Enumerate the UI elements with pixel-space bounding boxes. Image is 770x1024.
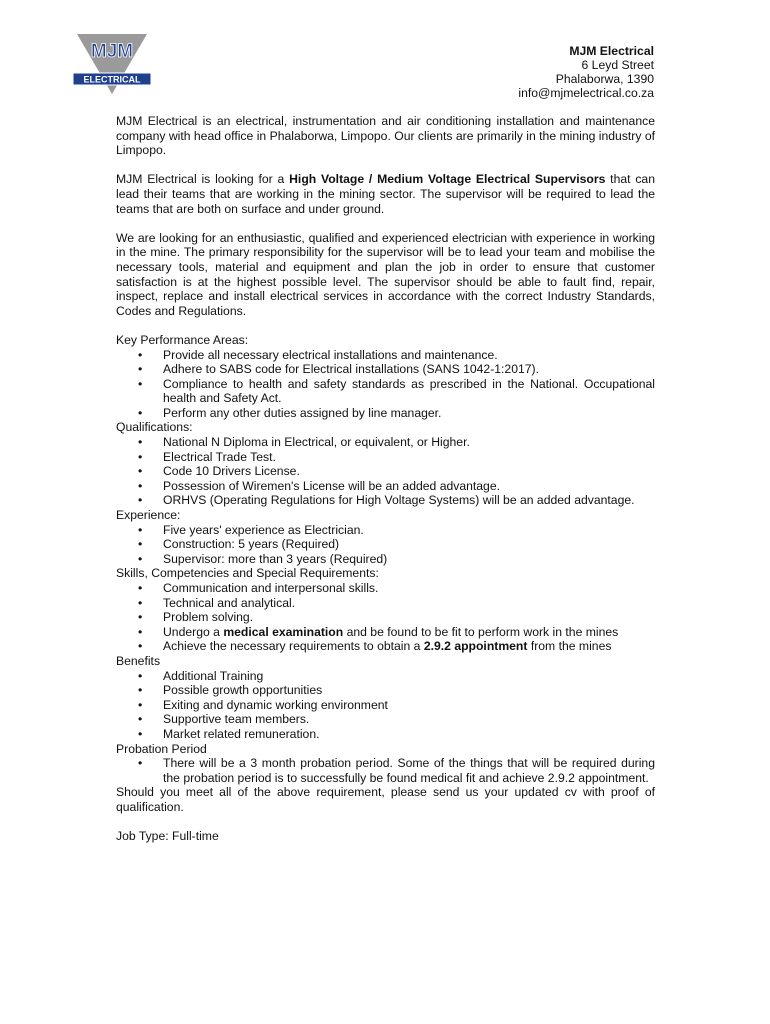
list-item: • Provide all necessary electrical installations and maintenance. xyxy=(163,348,655,363)
medical-examination-text: medical examination xyxy=(223,624,344,639)
list-item: • Compliance to health and safety standards as prescribed in the National. Occupational health and Safety Act. xyxy=(163,377,655,406)
document-body xyxy=(116,114,655,844)
job-type: Job Type: Full-time xyxy=(116,829,219,844)
experience-heading: Experience: xyxy=(116,508,181,523)
qualifications-list xyxy=(116,435,655,508)
list-item: • Adhere to SABS code for Electrical installations (SANS 1042-1:2017). xyxy=(163,362,655,377)
list-item: • National N Diploma in Electrical, or equivalent, or Higher. xyxy=(163,435,655,450)
list-item: • Code 10 Drivers License. xyxy=(163,464,655,479)
list-item: • ORHVS (Operating Regulations for High Voltage Systems) will be an added advantage. xyxy=(163,493,655,508)
appointment-text-before: Achieve the necessary requirements to obtain a xyxy=(163,639,424,654)
probation-heading: Probation Period xyxy=(116,741,207,756)
logo-text-bottom: ELECTRICAL xyxy=(83,74,141,85)
list-item: • Technical and analytical. xyxy=(163,596,655,611)
benefits-list xyxy=(116,669,655,742)
skills-list xyxy=(116,581,655,654)
list-item: • Electrical Trade Test. xyxy=(163,450,655,465)
company-address-block xyxy=(518,44,654,100)
benefits-heading: Benefits xyxy=(116,653,161,668)
list-item: • Additional Training xyxy=(163,669,655,684)
kpa-list xyxy=(116,348,655,421)
list-item: • Five years' experience as Electrician. xyxy=(163,523,655,538)
company-email: info@mjmelectrical.co.za xyxy=(518,86,654,100)
list-item: • Supportive team members. xyxy=(163,712,655,727)
list-item: • Market related remuneration. xyxy=(163,727,655,742)
list-item xyxy=(163,625,655,640)
experience-list xyxy=(116,523,655,567)
logo-text-top: MJM xyxy=(90,41,134,62)
medical-text-after: and be found to be fit to perform work in the mines xyxy=(343,624,619,639)
address-line-1: 6 Leyd Street xyxy=(581,58,654,72)
list-item: • Possession of Wiremen's License will be an added advantage. xyxy=(163,479,655,494)
description-paragraph: We are looking for an enthusiastic, qualified and experienced electrician with experience in working in the mine. The primary responsibility for the supervisor will be to lead your team and mobilise the necessary tools, material and equipment and plan the job in order to ensure that customer satisfaction is at the highest possible level. The supervisor should be able to fault find, repair, inspect, replace and install electrical services in accordance with the correct Industry Standards, Codes and Regulations. xyxy=(116,230,655,318)
looking-text-after: that can lead their teams that are working in the mining sector. The supervisor will be required to lead the teams that are both on surface and under ground. xyxy=(116,172,655,216)
probation-list xyxy=(116,756,655,785)
intro-paragraph: MJM Electrical is an electrical, instrumentation and air conditioning installation and maintenance company with head office in Phalaborwa, Limpopo. Our clients are primarily in the mining industry of Limpopo. xyxy=(116,114,655,158)
closing-paragraph: Should you meet all of the above requirement, please send us your updated cv with proof of qualification. xyxy=(116,785,655,814)
list-item: • Perform any other duties assigned by line manager. xyxy=(163,406,655,421)
appointment-text-after: from the mines xyxy=(527,639,612,654)
kpa-heading: Key Performance Areas: xyxy=(116,332,249,347)
list-item: • Communication and interpersonal skills. xyxy=(163,581,655,596)
skills-heading: Skills, Competencies and Special Requirements: xyxy=(116,566,379,581)
job-title: High Voltage / Medium Voltage Electrical Supervisors xyxy=(289,172,606,187)
list-item: • Construction: 5 years (Required) xyxy=(163,537,655,552)
list-item: • Exiting and dynamic working environment xyxy=(163,698,655,713)
looking-text-before: MJM Electrical is looking for a xyxy=(116,172,290,187)
company-logo xyxy=(73,33,151,95)
looking-paragraph xyxy=(116,172,655,216)
qualifications-heading: Qualifications: xyxy=(116,420,193,435)
company-name: MJM Electrical xyxy=(569,44,654,58)
medical-text-before: Undergo a xyxy=(163,624,224,639)
list-item: • Supervisor: more than 3 years (Required) xyxy=(163,552,655,567)
list-item: • Problem solving. xyxy=(163,610,655,625)
list-item: • There will be a 3 month probation period. Some of the things that will be required during the probation period is to successfully be found medical fit and achieve 2.9.2 appointment. xyxy=(163,756,655,785)
address-line-2: Phalaborwa, 1390 xyxy=(555,72,654,86)
appointment-text: 2.9.2 appointment xyxy=(423,639,528,654)
list-item xyxy=(163,639,655,654)
list-item: • Possible growth opportunities xyxy=(163,683,655,698)
